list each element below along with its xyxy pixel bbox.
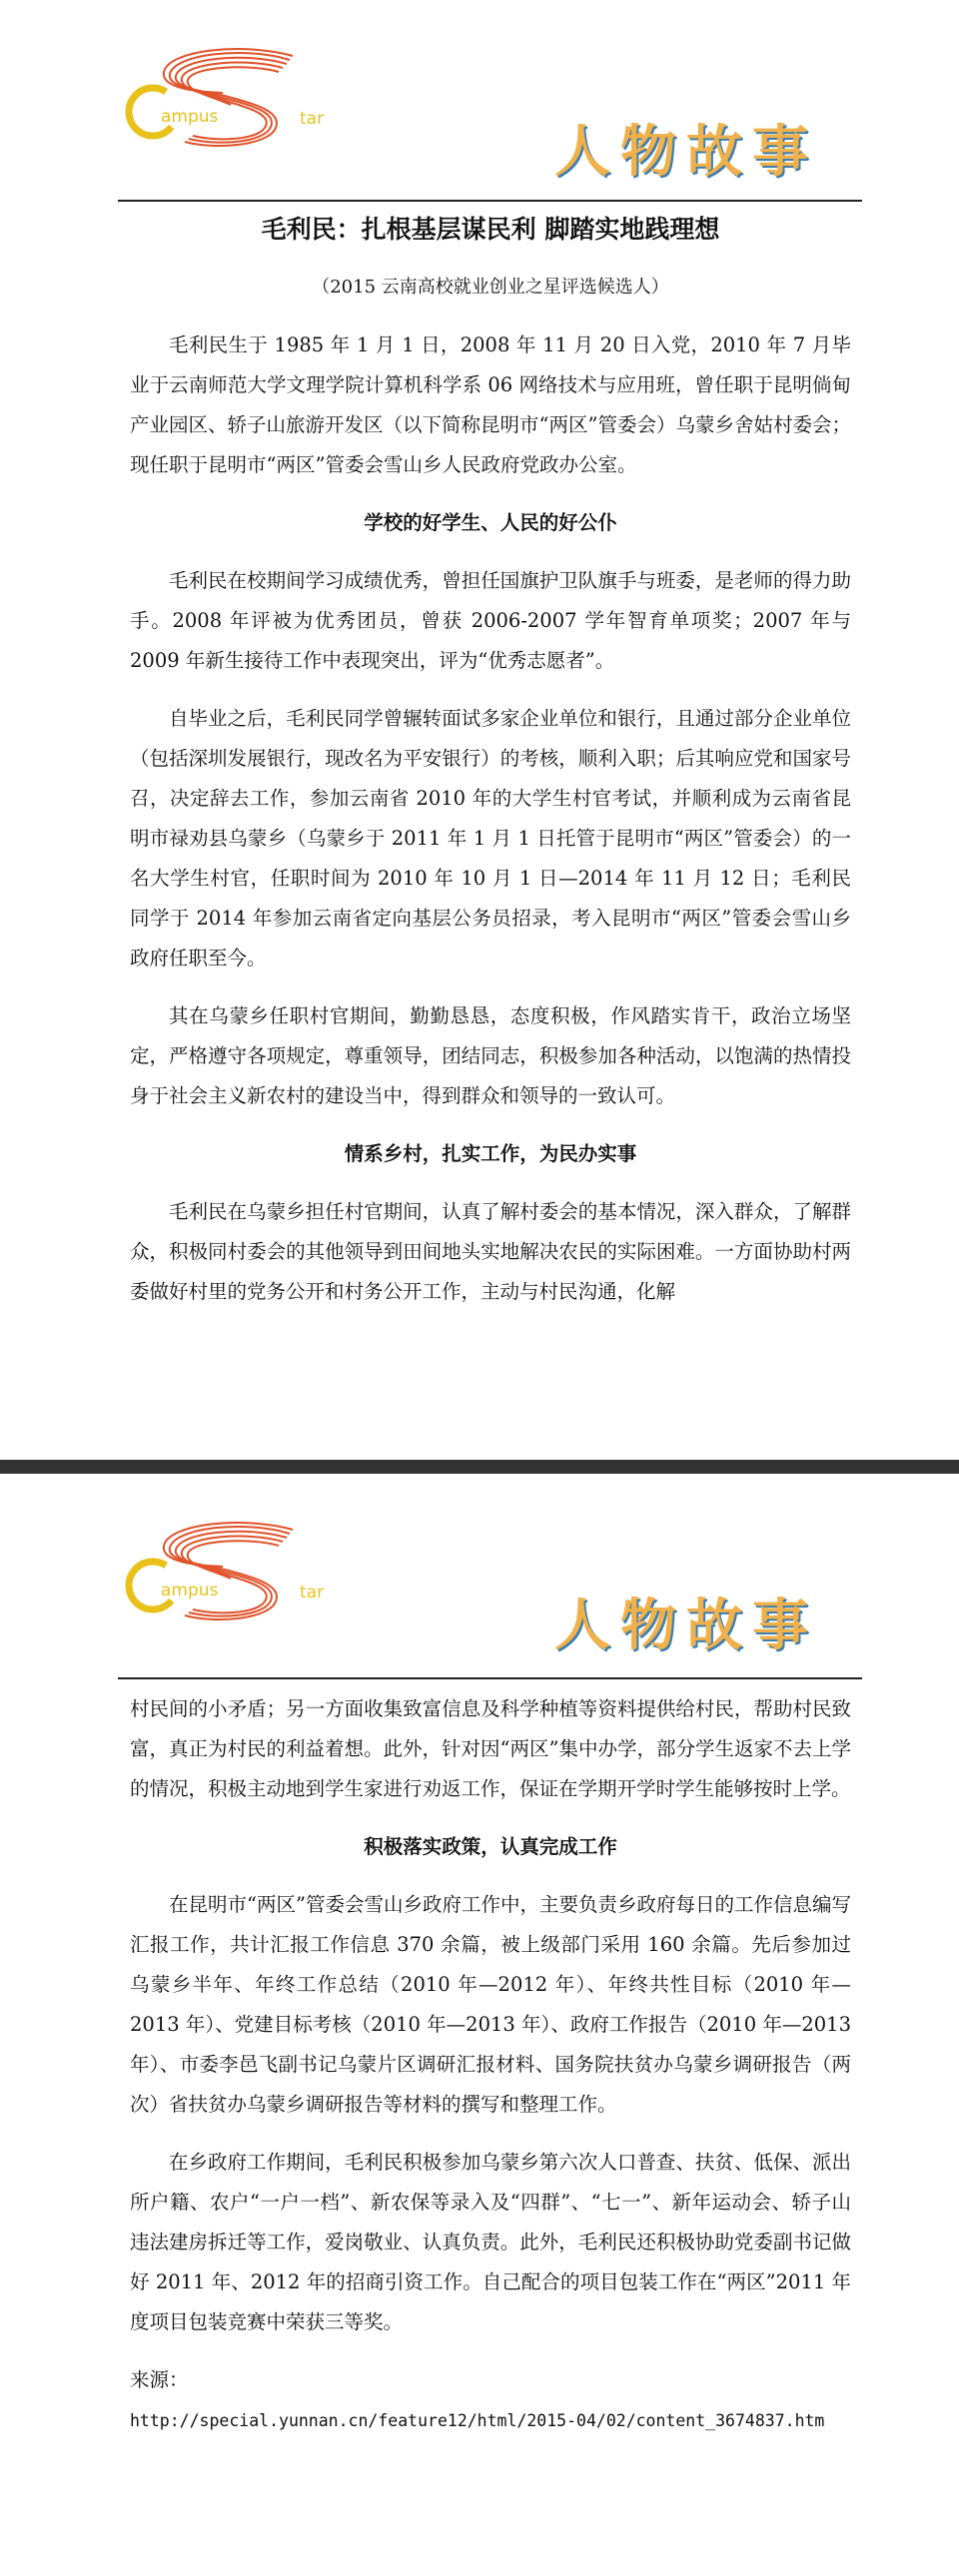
section-heading-1: 学校的好学生、人民的好公仆 <box>364 511 617 534</box>
paragraph-5-continued: 村民间的小矛盾；另一方面收集致富信息及科学种植等资料提供给村民，帮助村民致富，真正为村民的利益着想。此外，针对因“两区”集中办学，部分学生返家不去上学的情况，积极主动地到学生家进行劝返工作，保证在学期开学时学生能够按时上学。 <box>130 1697 851 1800</box>
source-label: 来源： <box>130 2368 189 2391</box>
page-header-2 <box>0 1474 959 1673</box>
paragraph-7: 在乡政府工作期间，毛利民积极参加乌蒙乡第六次人口普查、扶贫、低保、派出所户籍、农户“一户一档”、新农保等录入及“四群”、“七一”、新年运动会、轿子山违法建房拆迁等工作，爱岗敬业、认真负责。此外，毛利民还积极协助党委副书记做好 2011 年、2012 年的招商引资工作。自己配合的项目包装工作在“两区”2011 年度项目包装竞赛中荣获三等奖。 <box>130 2151 851 2333</box>
section-heading-3: 积极落实政策，认真完成工作 <box>364 1835 617 1858</box>
header-rule-2 <box>118 1677 862 1679</box>
article-body-2 <box>130 1689 851 2442</box>
section-heading-2: 情系乡村，扎实工作，为民办实事 <box>344 1142 637 1165</box>
page-divider <box>0 1460 959 1474</box>
paragraph-6: 在昆明市“两区”管委会雪山乡政府工作中，主要负责乡政府每日的工作信息编写汇报工作，共计汇报工作信息 370 余篇，被上级部门采用 160 余篇。先后参加过乌蒙乡半年、年终工作总结（2010 年—2012 年）、年终共性目标（2010 年—2013 年）、党建目标考核（2010 年—2013 年）、政府工作报告（2010 年—2013 年）、市委李邑飞副书记乌蒙片区调研汇报材料、国务院扶贫办乌蒙乡调研报告（两次）省扶贫办乌蒙乡调研报告等材料的撰写和整理工作。 <box>130 1893 851 2116</box>
page-header <box>0 0 959 200</box>
logo-text-campus-2: ampus <box>161 1581 219 1601</box>
logo-text-campus: ampus <box>161 107 219 127</box>
paragraph-5: 毛利民在乌蒙乡担任村官期间，认真了解村委会的基本情况，深入群众，了解群众，积极同村委会的其他领导到田间地头实地解决农民的实际困难。一方面协助村两委做好村里的党务公开和村务公开工作，主动与村民沟通，化解 <box>130 1200 851 1303</box>
paragraph-4: 其在乌蒙乡任职村官期间，勤勤恳恳，态度积极，作风踏实肯干，政治立场坚定，严格遵守各项规定，尊重领导，团结同志，积极参加各种活动，以饱满的热情投身于社会主义新农村的建设当中，得到群众和领导的一致认可。 <box>130 1004 851 1107</box>
paragraph-1: 毛利民生于 1985 年 1 月 1 日，2008 年 11 月 20 日入党，2010 年 7 月毕业于云南师范大学文理学院计算机科学系 06 网络技术与应用班，曾任职于昆明倘甸产业园区、轿子山旅游开发区（以下简称昆明市“两区”管委会）乌蒙乡舍姑村委会；现任职于昆明市“两区”管委会雪山乡人民政府党政办公室。 <box>130 333 851 476</box>
logo-swirl-icon-2 <box>164 1523 293 1619</box>
article-subtitle: （2015 云南高校就业创业之星评选候选人） <box>312 277 669 298</box>
article-body-1 <box>130 210 851 1312</box>
campus-star-logo-2 <box>115 1520 365 1629</box>
campus-star-logo <box>115 46 365 156</box>
paragraph-3: 自毕业之后，毛利民同学曾辗转面试多家企业单位和银行，且通过部分企业单位（包括深圳发展银行，现改名为平安银行）的考核，顺利入职；后其响应党和国家号召，决定辞去工作，参加云南省 2010 年的大学生村官考试，并顺利成为云南省昆明市禄劝县乌蒙乡（乌蒙乡于 2011 年 1 月 1 日托管于昆明市“两区”管委会）的一名大学生村官，任职时间为 2010 年 10 月 1 日—2014 年 11 月 12 日；毛利民同学于 2014 年参加云南省定向基层公务员招录，考入昆明市“两区”管委会雪山乡政府任职至今。 <box>130 707 851 969</box>
section-tag: 人物故事 <box>554 119 818 185</box>
logo-swirl-icon <box>164 49 293 146</box>
logo-text-star: tar <box>300 109 325 129</box>
document-page-2 <box>0 1474 959 2576</box>
header-rule <box>118 200 862 202</box>
logo-text-star-2: tar <box>300 1583 325 1603</box>
section-tag-2: 人物故事 <box>554 1593 818 1658</box>
paragraph-2: 毛利民在校期间学习成绩优秀，曾担任国旗护卫队旗手与班委，是老师的得力助手。2008 年评被为优秀团员，曾获 2006-2007 学年智育单项奖；2007 年与 2009 年新生接待工作中表现突出，评为“优秀志愿者”。 <box>130 569 851 672</box>
article-title: 毛利民：扎根基层谋民利 脚踏实地践理想 <box>261 215 720 244</box>
source-link[interactable]: http://special.yunnan.cn/feature12/html/2015-04/02/content_3674837.htm <box>130 2411 825 2430</box>
